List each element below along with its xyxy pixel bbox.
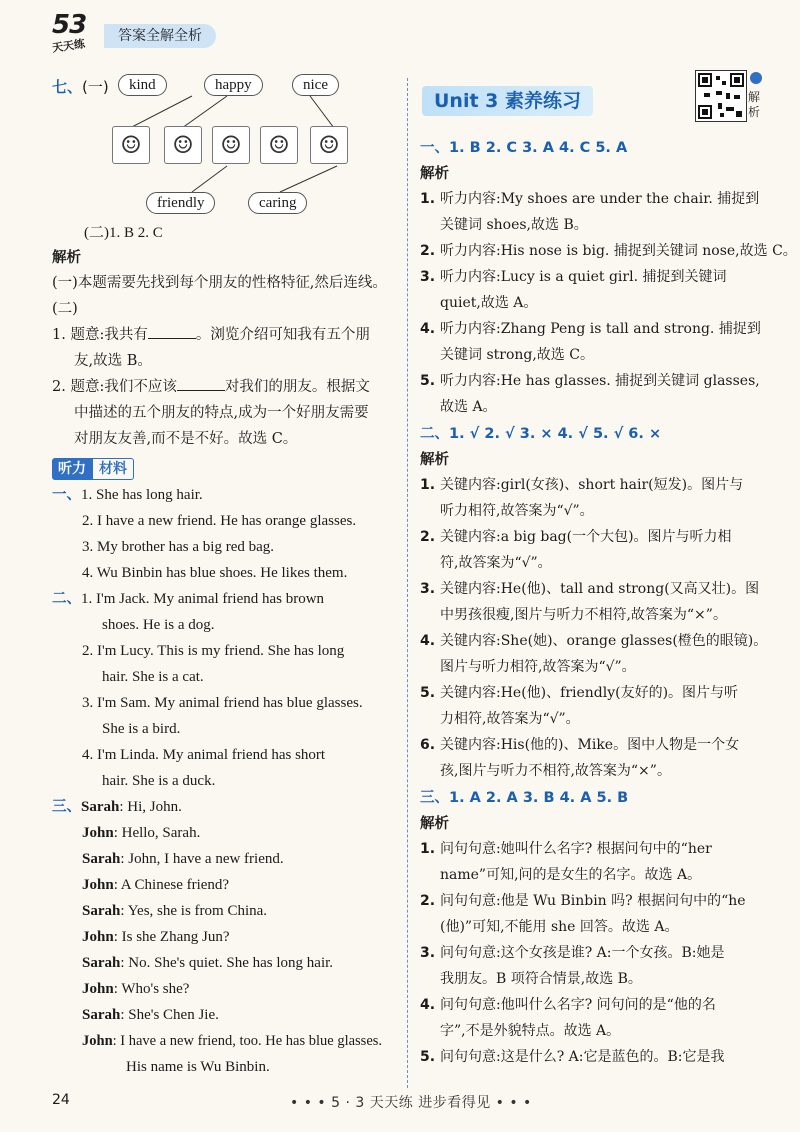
section-1-answers: 一、1. B 2. C 3. A 4. C 5. A bbox=[420, 140, 628, 156]
item-number: 3. bbox=[420, 581, 436, 597]
item-text: quiet,故选 A。 bbox=[440, 295, 538, 311]
analysis-line bbox=[420, 628, 768, 654]
friend-portrait-5: ☺ bbox=[310, 126, 348, 164]
analysis-line bbox=[420, 680, 765, 706]
section-2-analysis bbox=[420, 472, 768, 784]
word-bubble-kind: kind bbox=[118, 74, 167, 96]
dialogue-line: His name is Wu Binbin. bbox=[126, 1059, 270, 1075]
item-number: 4. bbox=[420, 633, 436, 649]
listening-section-2: 二、1. I'm Jack. My animal friend has brown shoes. He is a dog. 2. I'm Lucy. This is my friend. She has long hair. She is a cat. 3. I'm Sam. My animal friend has blue glasses. She is a bird. 4. I'm Linda. My animal friend has short hair. She is a duck. bbox=[52, 586, 397, 794]
brand-logo: 53 天天练 bbox=[51, 10, 87, 55]
word-bubble-happy: happy bbox=[204, 74, 263, 96]
analysis-line bbox=[420, 602, 765, 628]
column-divider bbox=[407, 78, 408, 1088]
friend-portrait-1: ☺ bbox=[112, 126, 150, 164]
section-1-analysis bbox=[420, 186, 797, 420]
matching-diagram bbox=[52, 70, 397, 220]
word-bubble-friendly: friendly bbox=[146, 192, 215, 214]
friend-portrait-3: ☺ bbox=[212, 126, 250, 164]
item-text: 关键词 strong,故选 C。 bbox=[440, 347, 594, 363]
analysis-line bbox=[420, 758, 765, 784]
item-number: 2. bbox=[420, 529, 436, 545]
item-number: 1. bbox=[420, 191, 436, 207]
part2-answers: (二)1. B 2. C bbox=[84, 225, 163, 241]
dialogue-line: John: A Chinese friend? bbox=[82, 877, 230, 893]
analysis-line bbox=[420, 498, 765, 524]
analysis-line bbox=[420, 966, 765, 992]
analysis-line bbox=[420, 1044, 765, 1070]
section-3-analysis bbox=[420, 836, 765, 1070]
analysis-line bbox=[420, 186, 765, 212]
item-text: 符,故答案为“√”。 bbox=[440, 555, 552, 571]
item-text: 问句句意:这个女孩是谁? A:一个女孩。B:她是 bbox=[440, 945, 725, 961]
analysis-line bbox=[420, 212, 765, 238]
analysis-line: (二) bbox=[52, 301, 78, 317]
dialogue-line: Sarah: No. She's quiet. She has long hair. bbox=[82, 955, 334, 971]
script-line: 4. Wu Binbin has blue shoes. He likes them. bbox=[82, 565, 348, 581]
item-text: 关键内容:His(他的)、Mike。图中人物是一个女 bbox=[440, 737, 740, 753]
item-text: 问句句意:这是什么? A:它是蓝色的。B:它是我 bbox=[440, 1049, 725, 1065]
item-number: 2. bbox=[420, 243, 436, 259]
item-text: 关键内容:a big bag(一个大包)。图片与听力相 bbox=[440, 529, 732, 545]
item-text: 故选 A。 bbox=[440, 399, 497, 415]
script-line: 3. My brother has a big red bag. bbox=[82, 539, 275, 555]
item-text: 问句句意:她叫什么名字? 根据问句中的“her bbox=[440, 841, 712, 857]
script-line: 4. I'm Linda. My animal friend has short bbox=[82, 747, 326, 763]
analysis-line bbox=[420, 316, 765, 342]
item-text: 听力内容:His nose is big. 捕捉到关键词 nose,故选 C。 bbox=[440, 243, 797, 259]
dialogue-line: Sarah: She's Chen Jie. bbox=[82, 1007, 219, 1023]
listening-section-1: 一、1. She has long hair. 2. I have a new friend. He has orange glasses. 3. My brother has a big red bag. 4. Wu Binbin has blue shoes. He likes them. bbox=[52, 482, 397, 586]
dialogue-line: John: Hello, Sarah. bbox=[82, 825, 201, 841]
script-line: hair. She is a cat. bbox=[102, 669, 204, 685]
analysis-line bbox=[420, 940, 765, 966]
item-text: 问句句意:他是 Wu Binbin 吗? 根据问句中的“he bbox=[440, 893, 746, 909]
item-text: (他)”可知,不能用 she 回答。故选 A。 bbox=[440, 919, 679, 935]
analysis-line bbox=[420, 524, 765, 550]
analysis-line bbox=[420, 1018, 765, 1044]
script-line: 1. I'm Jack. My animal friend has brown bbox=[81, 591, 325, 607]
item-text: 关键内容:He(他)、friendly(友好的)。图片与听 bbox=[440, 685, 739, 701]
analysis-line bbox=[420, 238, 797, 264]
item-text: 我朋友。B 项符合情景,故选 B。 bbox=[440, 971, 642, 987]
play-icon bbox=[750, 72, 762, 84]
analysis-heading: 解析 bbox=[420, 452, 449, 468]
section-3-answers: 三、1. A 2. A 3. B 4. A 5. B bbox=[420, 790, 629, 806]
analysis-line bbox=[420, 706, 765, 732]
unit-title: Unit 3 素养练习 bbox=[422, 86, 593, 116]
analysis-line bbox=[420, 992, 765, 1018]
analysis-line bbox=[420, 888, 765, 914]
script-line: She is a bird. bbox=[102, 721, 181, 737]
analysis-line bbox=[420, 836, 765, 862]
script-line: 2. I have a new friend. He has orange glasses. bbox=[82, 513, 357, 529]
listening-section-3: 三、Sarah: Hi, John. John: Hello, Sarah. Sarah: John, I have a new friend. John: A Chinese friend? Sarah: Yes, she is from China. John: Is she Zhang Jun? Sarah: No. She's quiet. She has long hair. John: Who's she? Sarah: She's Chen Jie. John: I have a new friend, too. He has blue glasses. His name is Wu Binbin. bbox=[52, 794, 397, 1080]
left-column bbox=[52, 70, 397, 1080]
analysis-heading: 解析 bbox=[420, 166, 449, 182]
script-line: hair. She is a duck. bbox=[102, 773, 216, 789]
item-text: 听力内容:He has glasses. 捕捉到关键词 glasses, bbox=[440, 373, 760, 389]
dialogue-line: John: Is she Zhang Jun? bbox=[82, 929, 230, 945]
analysis-line: (一)本题需要先找到每个朋友的性格特征,然后连线。 bbox=[52, 275, 387, 291]
dialogue-line: John: I have a new friend, too. He has blue glasses. bbox=[82, 1033, 383, 1049]
script-line: shoes. He is a dog. bbox=[102, 617, 215, 633]
friend-portrait-2: ☺ bbox=[164, 126, 202, 164]
item-text: 听力相符,故答案为“√”。 bbox=[440, 503, 594, 519]
fill-blank bbox=[177, 377, 225, 391]
dialogue-line: Sarah: Yes, she is from China. bbox=[82, 903, 268, 919]
analysis-line bbox=[420, 342, 765, 368]
word-bubble-caring: caring bbox=[248, 192, 307, 214]
analysis-heading: 解析 bbox=[52, 250, 81, 266]
item-text: 听力内容:Zhang Peng is tall and strong. 捕捉到 bbox=[440, 321, 761, 337]
item-text: 关键内容:girl(女孩)、short hair(短发)。图片与 bbox=[440, 477, 744, 493]
page-number: 24 bbox=[52, 1092, 70, 1108]
item-number: 5. bbox=[420, 1049, 436, 1065]
item-number: 5. bbox=[420, 373, 436, 389]
analysis-line bbox=[420, 732, 765, 758]
item-number: 5. bbox=[420, 685, 436, 701]
analysis-line bbox=[420, 264, 765, 290]
fill-blank bbox=[148, 325, 196, 339]
analysis-line bbox=[420, 472, 765, 498]
item-text: 问句句意:他叫什么名字? 问句问的是“他的名 bbox=[440, 997, 716, 1013]
item-text: 力相符,故答案为“√”。 bbox=[440, 711, 580, 727]
script-line: 3. I'm Sam. My animal friend has blue glasses. bbox=[82, 695, 363, 711]
qr-code[interactable] bbox=[695, 70, 747, 122]
analysis-item-2: 2. 题意:我们不应该 对我们的朋友。根据文 bbox=[52, 379, 370, 395]
analysis-heading: 解析 bbox=[420, 816, 449, 832]
script-line: 2. I'm Lucy. This is my friend. She has long bbox=[82, 643, 345, 659]
item-text: 听力内容:Lucy is a quiet girl. 捕捉到关键词 bbox=[440, 269, 727, 285]
item-text: 孩,图片与听力不相符,故答案为“×”。 bbox=[440, 763, 671, 779]
right-column bbox=[420, 134, 797, 1070]
word-bubble-nice: nice bbox=[292, 74, 339, 96]
qr-analysis-label: 解析 bbox=[748, 90, 761, 119]
analysis-line bbox=[420, 290, 765, 316]
listening-material-tag: 听力 材料 bbox=[52, 458, 134, 480]
dialogue-line: John: Who's she? bbox=[82, 981, 190, 997]
analysis-line bbox=[420, 394, 765, 420]
dialogue-line: Sarah: John, I have a new friend. bbox=[82, 851, 284, 867]
item-text: 关键内容:He(他)、tall and strong(又高又壮)。图 bbox=[440, 581, 760, 597]
item-text: 字”,不是外貌特点。故选 A。 bbox=[440, 1023, 621, 1039]
header-badge: 答案全解全析 bbox=[104, 24, 216, 48]
friend-portrait-4: ☺ bbox=[260, 126, 298, 164]
item-number: 2. bbox=[420, 893, 436, 909]
item-number: 1. bbox=[420, 841, 436, 857]
analysis-line bbox=[420, 862, 765, 888]
footer-slogan: • • • 5 · 3 天天练 进步看得见 • • • bbox=[290, 1095, 532, 1111]
analysis-item-1-cont: 友,故选 B。 bbox=[74, 353, 152, 369]
script-line: 1. She has long hair. bbox=[81, 487, 203, 503]
item-number: 6. bbox=[420, 737, 436, 753]
analysis-line bbox=[420, 654, 765, 680]
section-2-answers: 二、1. √ 2. √ 3. × 4. √ 5. √ 6. × bbox=[420, 426, 662, 442]
analysis-line bbox=[420, 368, 765, 394]
item-text: 图片与听力相符,故答案为“√”。 bbox=[440, 659, 636, 675]
analysis-item-2-cont: 中描述的五个朋友的特点,成为一个好朋友需要 bbox=[74, 405, 369, 421]
item-number: 1. bbox=[420, 477, 436, 493]
item-text: 中男孩很瘦,图片与听力不相符,故答案为“×”。 bbox=[440, 607, 727, 623]
analysis-item-1: 1. 题意:我共有 。浏览介绍可知我有五个朋 bbox=[52, 327, 370, 343]
item-number: 3. bbox=[420, 269, 436, 285]
item-number: 4. bbox=[420, 321, 436, 337]
analysis-line bbox=[420, 914, 765, 940]
question-7-label: 七、(一) bbox=[52, 78, 109, 96]
analysis-line bbox=[420, 576, 765, 602]
analysis-line bbox=[420, 550, 765, 576]
item-text: 关键词 shoes,故选 B。 bbox=[440, 217, 588, 233]
analysis-item-2-cont: 对朋友友善,而不是不好。故选 C。 bbox=[74, 431, 298, 447]
item-number: 4. bbox=[420, 997, 436, 1013]
item-text: 关键内容:She(她)、orange glasses(橙色的眼镜)。 bbox=[440, 633, 768, 649]
item-number: 3. bbox=[420, 945, 436, 961]
item-text: 听力内容:My shoes are under the chair. 捕捉到 bbox=[440, 191, 760, 207]
item-text: name”可知,问的是女生的名字。故选 A。 bbox=[440, 867, 702, 883]
